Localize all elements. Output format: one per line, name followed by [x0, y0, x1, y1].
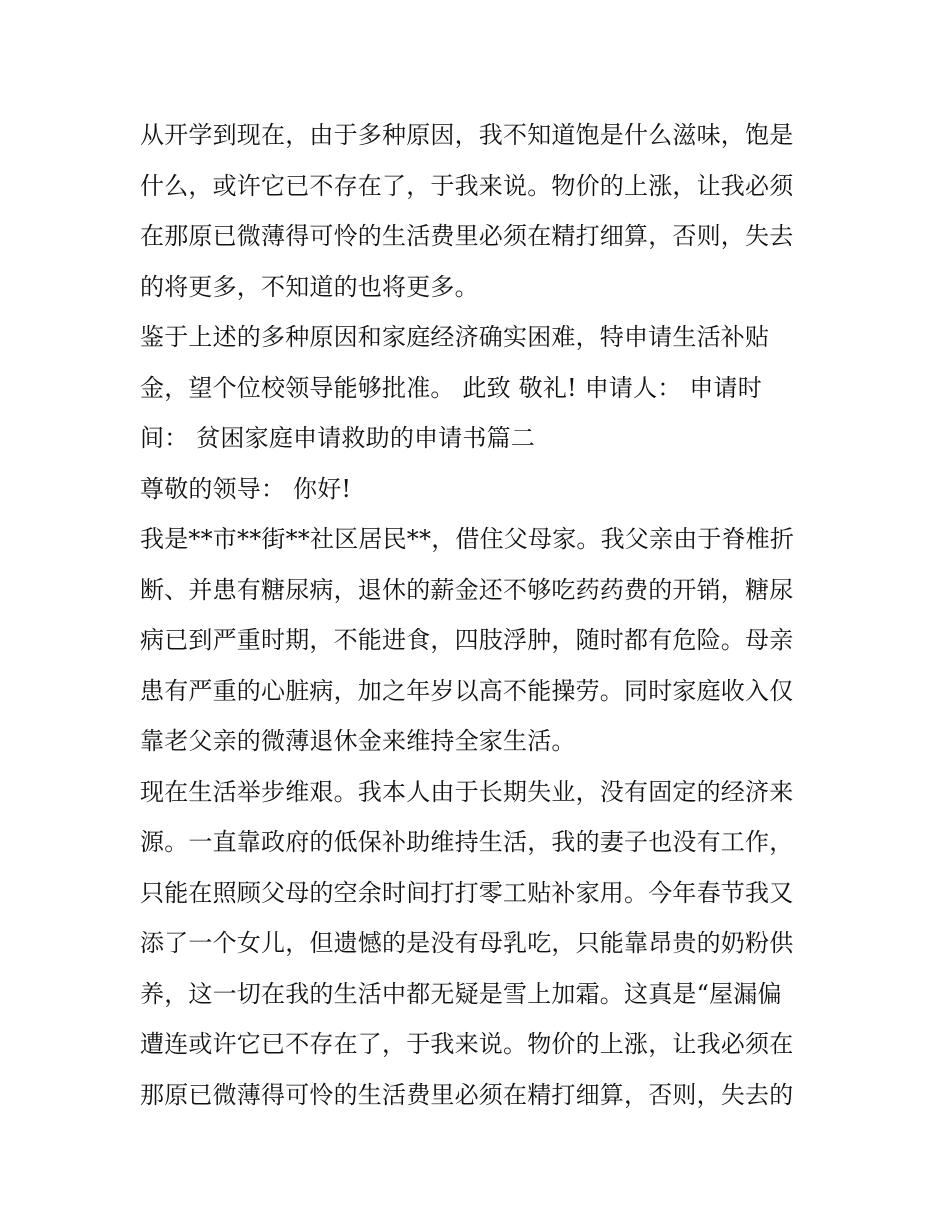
text-line: 养，这一切在我的生活中都无疑是雪上加霜。这真是“屋漏偏	[140, 979, 782, 1008]
text-line: 从开学到现在，由于多种原因，我不知道饱是什么滋味，饱是	[140, 121, 794, 149]
text-line: 的将更多，不知道的也将更多。	[140, 272, 479, 301]
text-line: 金，望个位校领导能够批准。 此致 敬礼! 申请人： 申请时	[140, 373, 762, 402]
text-line: 那原已微薄得可怜的生活费里必须在精打细算，否则，失去的	[140, 1080, 794, 1109]
text-line: 只能在照顾父母的空余时间打打零工贴补家用。今年春节我又	[140, 878, 794, 907]
text-line: 添了一个女儿，但遗憾的是没有母乳吃，只能靠昂贵的奶粉供	[140, 929, 794, 957]
text-line: 什么，或许它已不存在了，于我来说。物价的上涨，让我必须	[140, 171, 794, 200]
salutation-line: 尊敬的领导： 你好!	[140, 474, 352, 503]
text-line: 我是**市**街**社区居民**，借住父母家。我父亲由于脊椎折	[140, 525, 795, 553]
text-line: 鉴于上述的多种原因和家庭经济确实困难，特申请生活补贴	[140, 323, 770, 351]
document-body	[140, 110, 820, 1120]
text-line: 病已到严重时期，不能进食，四肢浮肿，随时都有危险。母亲	[140, 626, 794, 654]
text-line: 患有严重的心脏病，加之年岁以高不能操劳。同时家庭收入仅	[140, 676, 794, 705]
text-line: 遭连或许它已不存在了，于我来说。物价的上涨，让我必须在	[140, 1030, 794, 1058]
text-line: 现在生活举步维艰。我本人由于长期失业，没有固定的经济来	[140, 777, 794, 806]
text-line: 靠老父亲的微薄退休金来维持全家生活。	[140, 727, 576, 755]
text-line: 在那原已微薄得可怜的生活费里必须在精打细算，否则，失去	[140, 222, 794, 250]
text-line: 源。一直靠政府的低保补助维持生活，我的妻子也没有工作，	[140, 828, 794, 856]
text-line: 断、并患有糖尿病，退休的薪金还不够吃药药费的开销，糖尿	[140, 575, 794, 604]
text-line: 间： 贫困家庭申请救助的申请书篇二	[140, 424, 536, 452]
